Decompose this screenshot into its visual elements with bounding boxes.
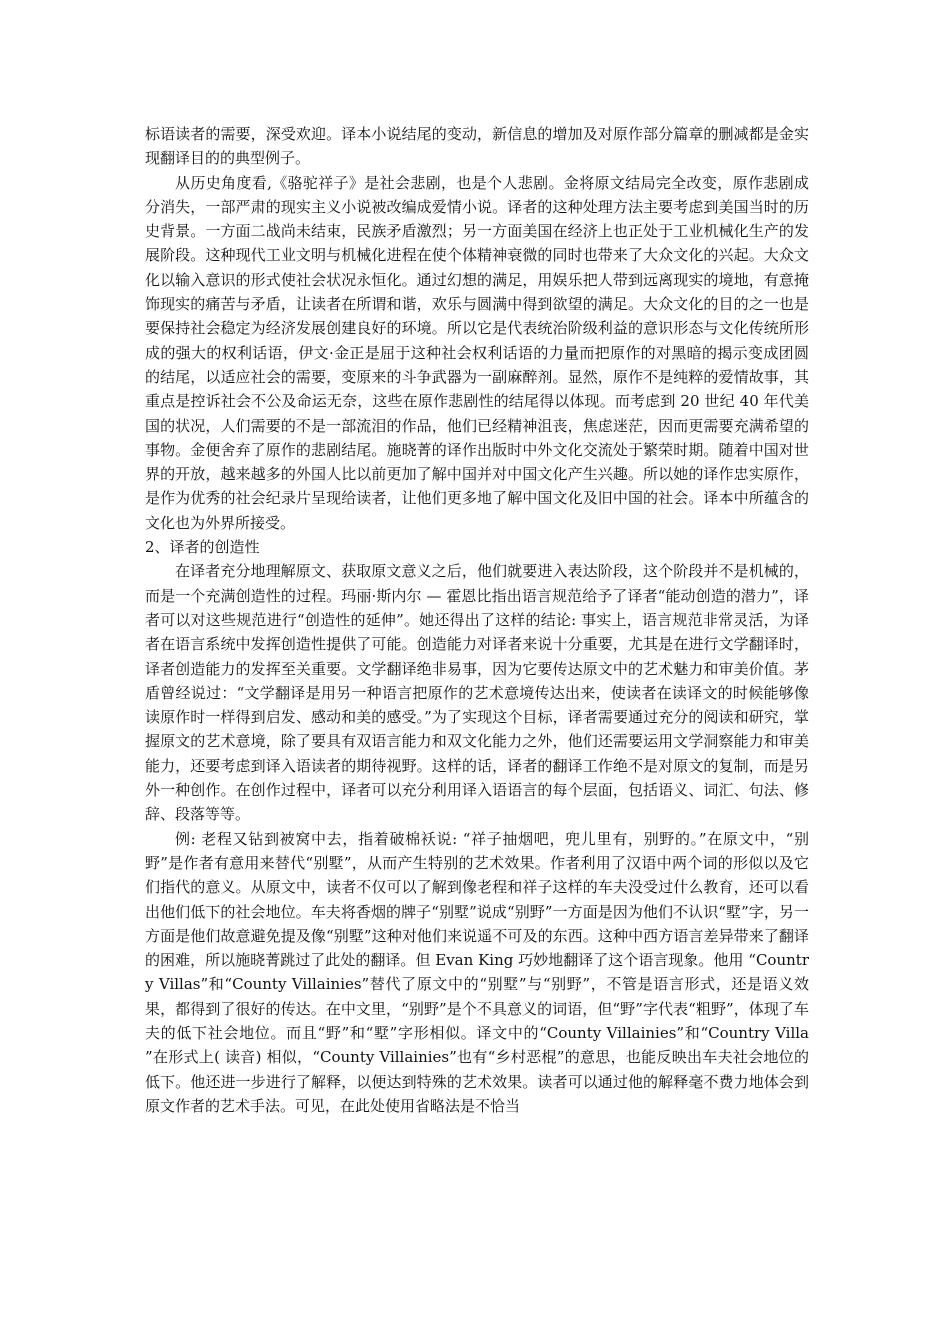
paragraph-4: 例: 老程又钻到被窝中去，指着破棉袄说: “祥子抽烟吧，兜儿里有，别野的。”在原文中，“别野”是作者有意用来替代“别墅”，从而产生特别的艺术效果。作者利用了汉语中两个词的形似以及它们指代的意义。从原文中，读者不仅可以了解到像老程和祥子这样的车夫没受过什么教育，还可以看出他们低下的社会地位。车夫将香烟的牌子“别墅”说成“别野”一方面是因为他们不认识“墅”字，另一方面是他们故意避免提及像“别墅”这种对他们来说遥不可及的东西。这种中西方语言差异带来了翻译的困难，所以施晓菁跳过了此处的翻译。但 Evan King 巧妙地翻译了这个语言现象。他用 “Country Villas”和“County Villainies”替代了原文中的“别墅”与“别野”，不管是语言形式，还是语义效果，都得到了很好的传达。在中文里，“别野”是个不具意义的词语，但“野”字代表“粗野”，体现了车夫的低下社会地位。而且“野”和“墅”字形相似。译文中的“County Villainies”和“Country Villa ”在形式上( 读音) 相似，“County Villainies”也有“乡村恶棍”的意思，也能反映出车夫社会地位的低下。他还进一步进行了解释，以便达到特殊的艺术效果。读者可以通过他的解释毫不费力地体会到原文作者的艺术手法。可见，在此处使用省略法是不恰当 [145, 829, 809, 1115]
paragraph-1: 标语读者的需要，深受欢迎。译本小说结尾的变动，新信息的增加及对原作部分篇章的删减都是金实现翻译目的的典型例子。 [145, 125, 809, 168]
paragraph-3: 在译者充分地理解原文、获取原文意义之后，他们就要进入表达阶段，这个阶段并不是机械的，而是一个充满创造性的过程。玛丽·斯内尔 — 霍恩比指出语言规范给予了译者“能动创造的潜力”，译者可以对这些规范进行“创造性的延伸”。她还得出了这样的结论: 事实上，语言规范非常灵活，为译者在语言系统中发挥创造性提供了可能。创造能力对译者来说十分重要，尤其是在进行文学翻译时，译者创造能力的发挥至关重要。文学翻译绝非易事，因为它要传达原文中的艺术魅力和审美价值。茅盾曾经说过：“文学翻译是用另一种语言把原作的艺术意境传达出来，使读者在读译文的时候能够像读原作时一样得到启发、感动和美的感受。”为了实现这个目标，译者需要通过充分的阅读和研究，掌握原文的艺术意境，除了要具有双语言能力和双文化能力之外，他们还需要运用文学洞察能力和审美能力，还要考虑到译入语读者的期待视野。这样的话，译者的翻译工作绝不是对原文的复制，而是另外一种创作。在创作过程中，译者可以充分利用译入语语言的每个层面，包括语义、词汇、句法、修辞、段落等等。 [145, 562, 809, 824]
document-page [145, 122, 809, 1118]
paragraph-2: 从历史角度看,《骆驼祥子》是社会悲剧，也是个人悲剧。金将原文结局完全改变，原作悲剧成分消失，一部严肃的现实主义小说被改编成爱情小说。译者的这种处理方法主要考虑到美国当时的历史背景。一方面二战尚未结束，民族矛盾激烈；另一方面美国在经济上也正处于工业机械化生产的发展阶段。这种现代工业文明与机械化进程在使个体精神衰微的同时也带来了大众文化的兴起。大众文化以输入意识的形式使社会状况永恒化。通过幻想的满足，用娱乐把人带到远离现实的境地，有意掩饰现实的痛苦与矛盾，让读者在所谓和谐，欢乐与圆满中得到欲望的满足。大众文化的目的之一也是要保持社会稳定为经济发展创建良好的环境。所以它是代表统治阶级利益的意识形态与文化传统所形成的强大的权利话语，伊文·金正是屈于这种社会权利话语的力量而把原作的对黑暗的揭示变成团圆的结尾，以适应社会的需要，变原来的斗争武器为一副麻醉剂。显然，原作不是纯粹的爱情故事，其重点是控诉社会不公及命运无奈，这些在原作悲剧性的结尾得以体现。而考虑到 20 世纪 40 年代美国的状况，人们需要的不是一部流泪的作品，他们已经精神沮丧，焦虑迷茫，因而更需要充满希望的事物。金便舍弃了原作的悲剧结尾。施晓菁的译作出版时中外文化交流处于繁荣时期。随着中国对世界的开放，越来越多的外国人比以前更加了解中国并对中国文化产生兴趣。所以她的译作忠实原作，是作为优秀的社会纪录片呈现给读者，让他们更多地了解中国文化及旧中国的社会。译本中所蕴含的文化也为外界所接受。 [145, 173, 809, 532]
section-heading: 2、译者的创造性 [145, 538, 260, 557]
